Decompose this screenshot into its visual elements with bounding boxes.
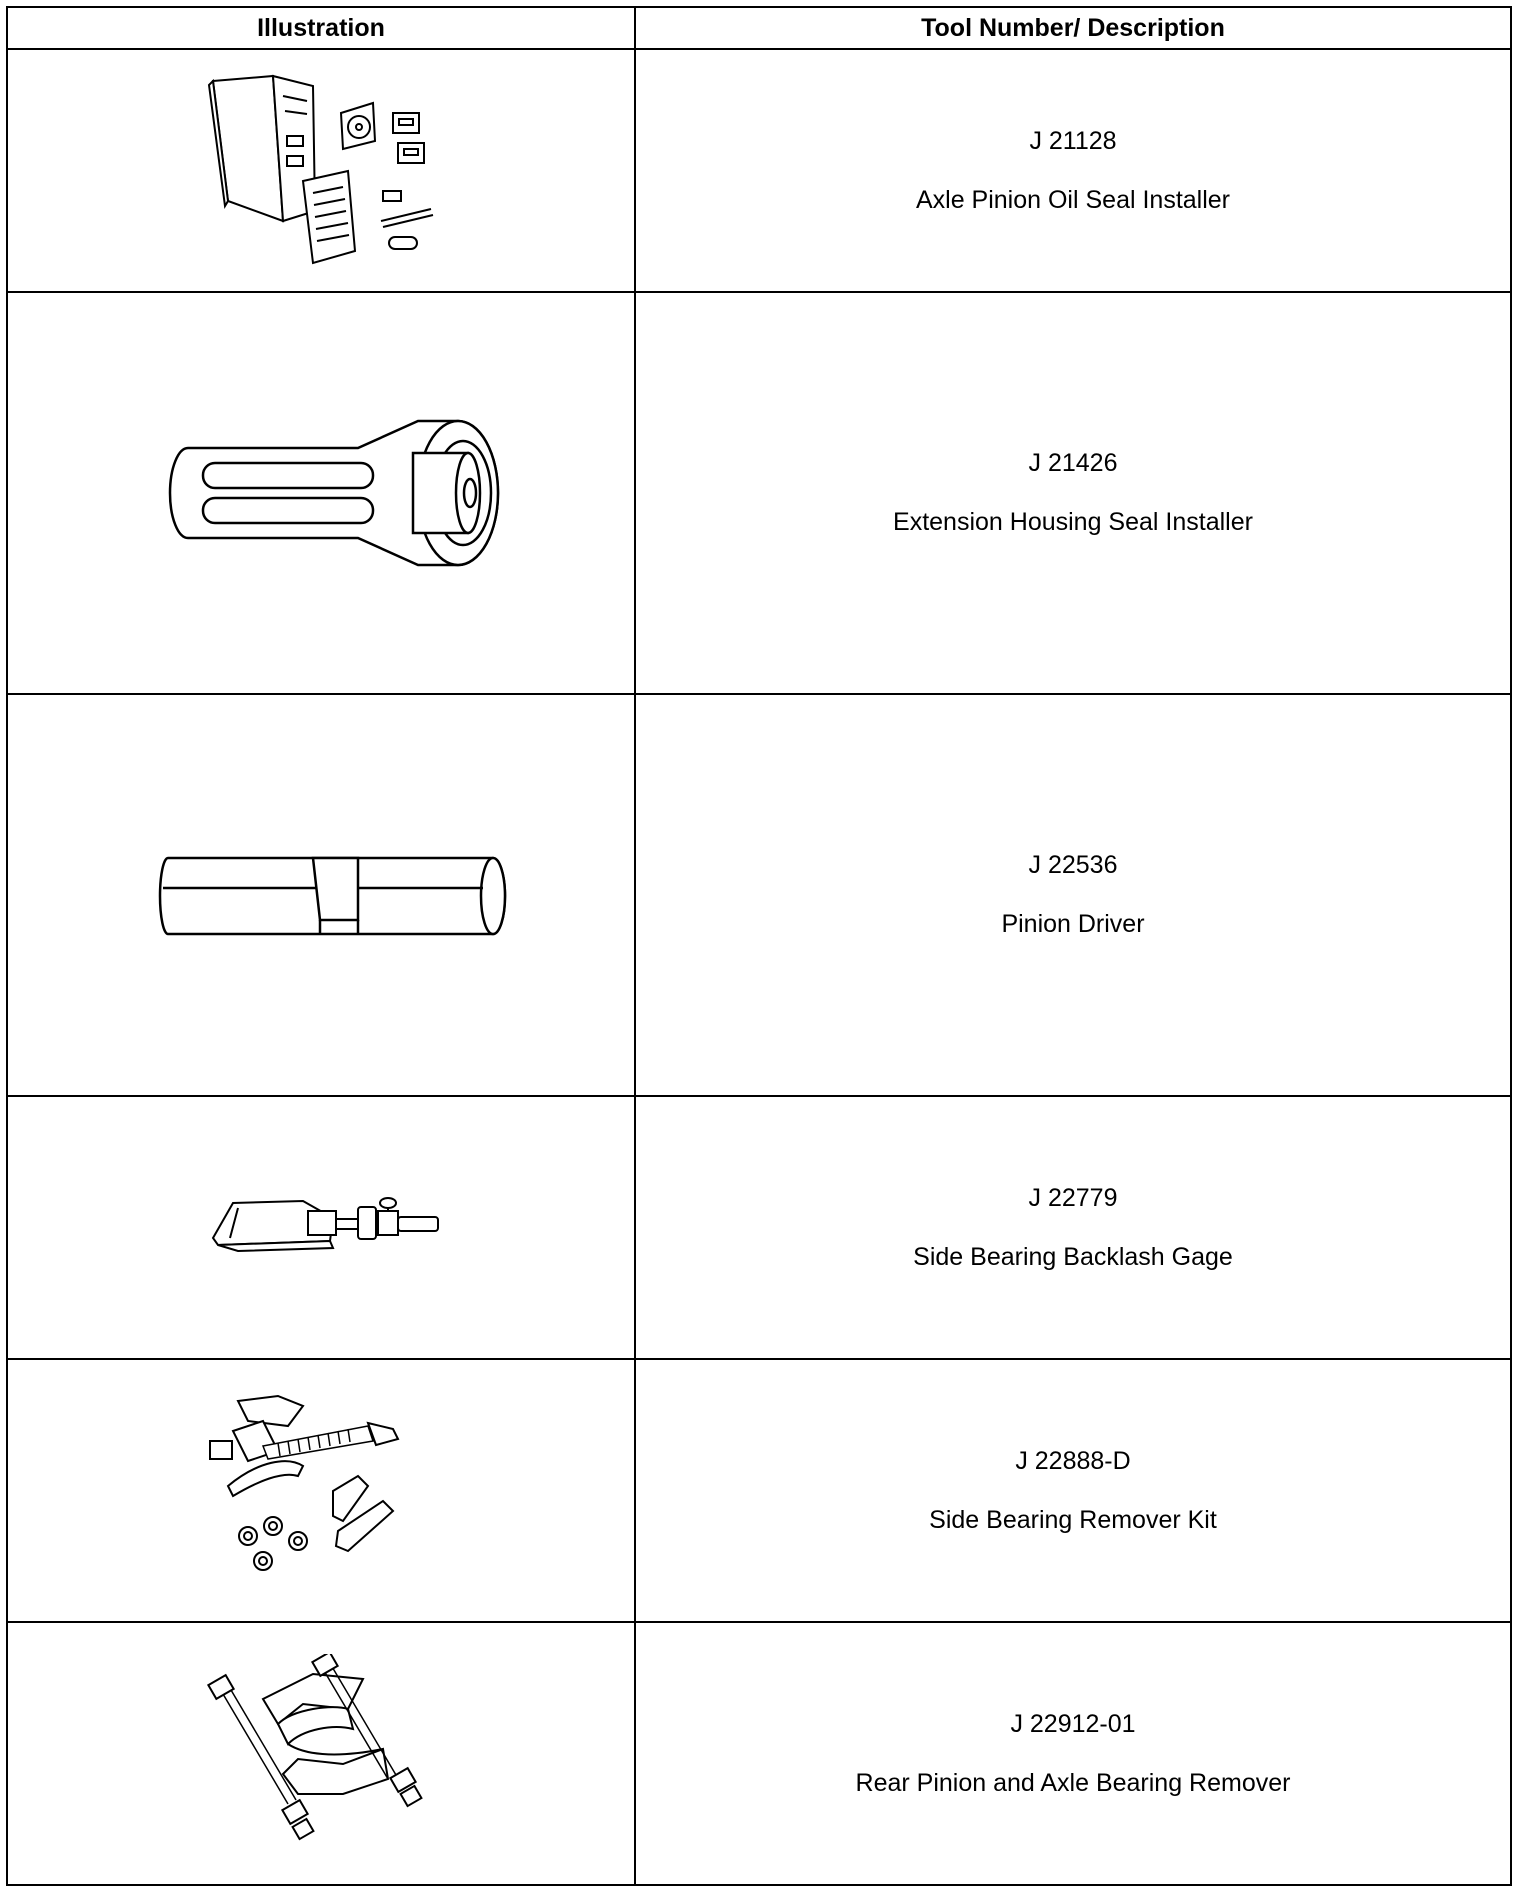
illustration-cell xyxy=(7,1622,635,1885)
tool-number: J 22912-01 xyxy=(1010,1709,1136,1738)
table-row xyxy=(7,1622,1511,1885)
tool-description: Side Bearing Remover Kit xyxy=(929,1505,1217,1534)
header-tool-description: Tool Number/ Description xyxy=(635,7,1511,49)
bearing-remover-kit-icon xyxy=(208,1391,438,1591)
pinion-driver-icon xyxy=(148,850,508,940)
description-cell xyxy=(635,1096,1511,1359)
description-cell xyxy=(635,694,1511,1096)
tool-description: Axle Pinion Oil Seal Installer xyxy=(915,185,1231,214)
table-row xyxy=(7,1096,1511,1359)
tool-description: Rear Pinion and Axle Bearing Remover xyxy=(855,1768,1291,1797)
description-cell xyxy=(635,49,1511,292)
table-row xyxy=(7,49,1511,292)
tool-number: J 21426 xyxy=(1028,449,1118,477)
table-header-row xyxy=(7,7,1511,49)
tool-number: J 21128 xyxy=(1029,126,1117,155)
tool-number: J 22888-D xyxy=(1015,1446,1131,1475)
backlash-gage-icon xyxy=(208,1193,448,1263)
illustration-cell xyxy=(7,694,635,1096)
table-row xyxy=(7,1359,1511,1622)
bearing-separator-icon xyxy=(203,1654,443,1854)
extension-housing-seal-installer-icon xyxy=(158,413,518,573)
special-tools-table xyxy=(6,6,1512,1886)
table-row xyxy=(7,694,1511,1096)
illustration-cell xyxy=(7,1096,635,1359)
tool-description: Extension Housing Seal Installer xyxy=(893,508,1253,536)
tool-description: Pinion Driver xyxy=(1001,910,1145,938)
header-illustration: Illustration xyxy=(7,7,635,49)
illustration-cell xyxy=(7,49,635,292)
tool-number: J 22779 xyxy=(1028,1183,1118,1212)
description-cell xyxy=(635,1622,1511,1885)
description-cell xyxy=(635,292,1511,694)
tool-description: Side Bearing Backlash Gage xyxy=(913,1242,1233,1271)
illustration-cell xyxy=(7,1359,635,1622)
tool-number: J 22536 xyxy=(1028,851,1118,879)
table-row xyxy=(7,292,1511,694)
description-cell xyxy=(635,1359,1511,1622)
illustration-cell xyxy=(7,292,635,694)
seal-installer-kit-icon xyxy=(203,71,443,271)
